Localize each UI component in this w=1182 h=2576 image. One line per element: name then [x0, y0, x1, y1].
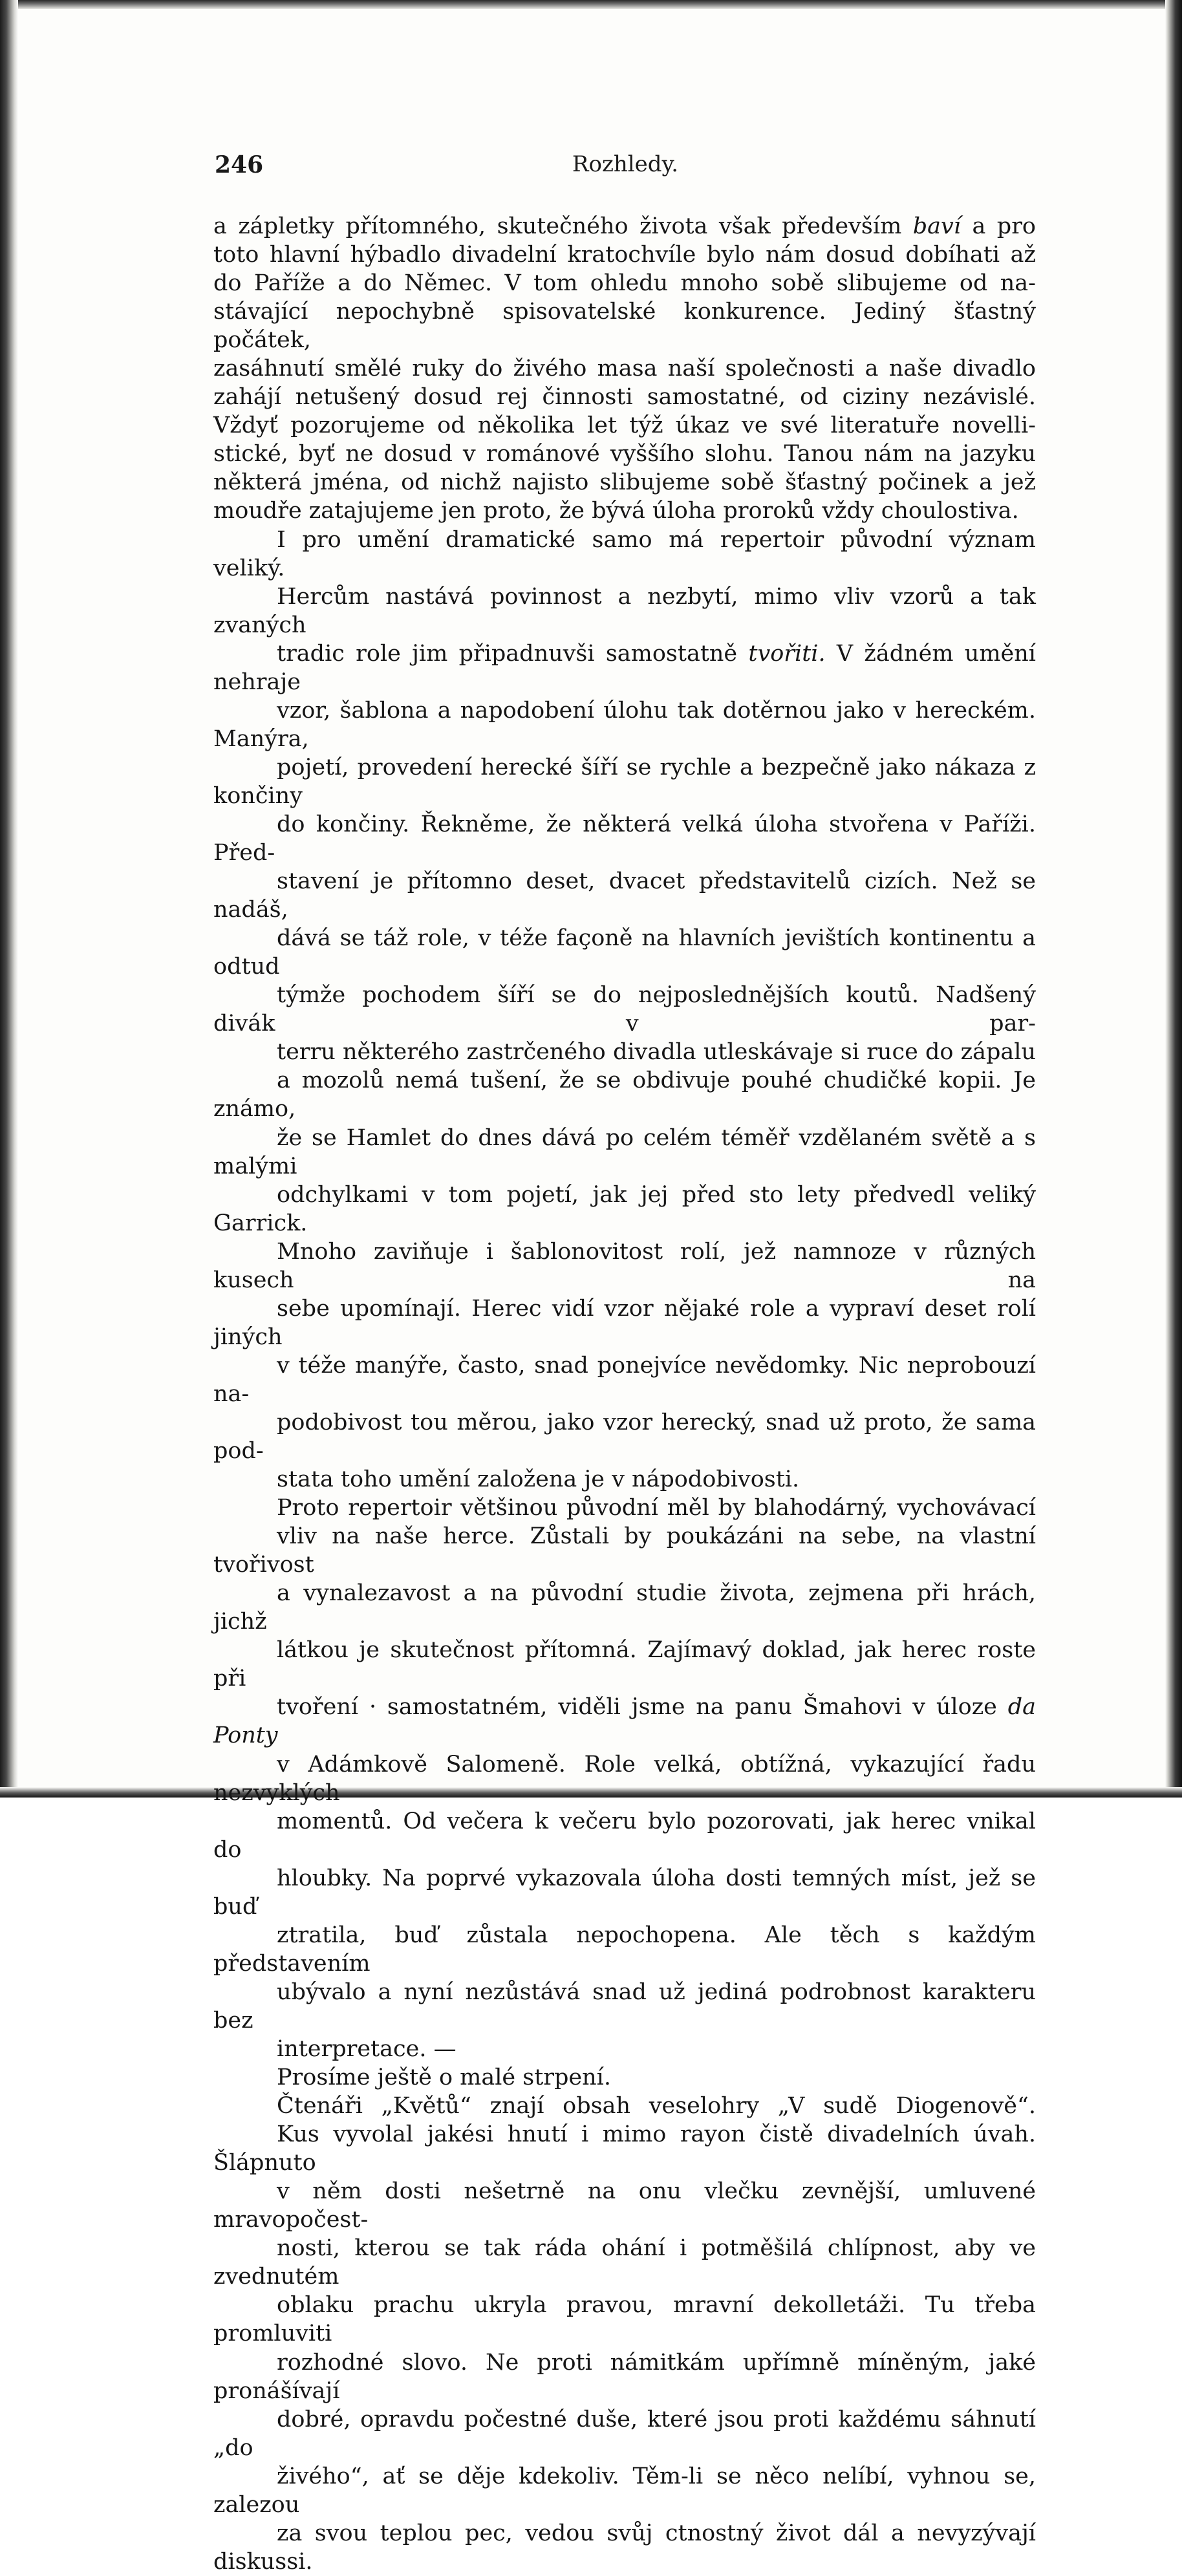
paragraph [213, 2092, 1036, 2576]
text-line [213, 2120, 1036, 2177]
text-line [213, 526, 1036, 583]
text-line [213, 867, 1036, 924]
text-line [213, 1066, 1036, 1123]
text-run: pojetí, provedení herecké šíří se rychle a bezpečně jako nákaza z končiny [213, 754, 1036, 809]
text-line [213, 411, 1036, 440]
text-run: podobivost tou měrou, jako vzor herecký, snad už proto, že sama pod- [213, 1409, 1036, 1465]
text-line [213, 1181, 1036, 1238]
text-run: živého“, ať se děje kdekoliv. Těm-li se něco nelíbí, vyhnou se, zalezou [213, 2463, 1036, 2518]
text-run: vliv na naše herce. Zůstali by poukázáni na sebe, na vlastní tvořivost [213, 1523, 1036, 1578]
text-run: Kus vyvolal jakési hnutí i mimo rayon čistě divadelních úvah. Šlápnuto [213, 2121, 1036, 2176]
text-line [213, 1693, 1036, 1750]
text-line [213, 497, 1036, 525]
text-run: Hercům nastává povinnost a nezbytí, mimo vliv vzorů a tak zvaných [213, 583, 1036, 638]
page-edge-right [1165, 0, 1182, 1798]
text-run: a pro [960, 213, 1036, 239]
text-line [213, 1579, 1036, 1636]
text-line [213, 241, 1036, 269]
text-line [213, 1408, 1036, 1465]
text-line [213, 1522, 1036, 1579]
text-run: v něm dosti nešetrně na onu vlečku zevnější, umluvené mravopočest- [213, 2178, 1036, 2233]
text-run: dává se táž role, v téže façoně na hlavních jevištích kontinentu a odtud [213, 925, 1036, 980]
text-line [213, 2462, 1036, 2519]
text-run: tradic role jim připadnuvši samostatně [277, 640, 749, 667]
text-run: toto hlavní hýbadlo divadelní kratochvíle bylo nám dosud dobíhati až [213, 242, 1036, 268]
text-run: interpretace. — [277, 2036, 457, 2062]
page-header [215, 147, 1036, 186]
text-line [213, 354, 1036, 383]
text-run: stata toho umění založena je v nápodobivosti. [277, 1466, 800, 1493]
text-line [213, 696, 1036, 753]
page-edge-top [0, 0, 1182, 9]
text-run: odchylkami v tom pojetí, jak jej před sto lety předvedl veliký Garrick. [213, 1181, 1036, 1236]
text-line [213, 981, 1036, 1038]
page-edge-left [0, 0, 18, 1798]
text-line [213, 639, 1036, 696]
italic-text: baví [912, 213, 961, 239]
text-run: moudře zatajujeme jen proto, že bývá úloha proroků vždy choulostiva. [213, 498, 1019, 524]
italic-text: tvořiti. [748, 640, 826, 667]
text-run: látkou je skutečnost přítomná. Zajímavý doklad, jak herec roste při [213, 1637, 1036, 1692]
text-run: vzor, šablona a napodobení úlohu tak dotěrnou jako v hereckém. Manýra, [213, 697, 1036, 752]
text-line [213, 1124, 1036, 1181]
text-run: ztratila, buď zůstala nepochopena. Ale těch s každým představením [213, 1922, 1036, 1977]
text-line [213, 1038, 1036, 1066]
text-run: zasáhnutí smělé ruky do živého masa naší společnosti a naše divadlo [213, 356, 1036, 382]
text-line [213, 1978, 1036, 2035]
page-number: 246 [215, 151, 264, 178]
text-run: do Paříže a do Němec. V tom ohledu mnoho sobě slibujeme od na- [213, 270, 1036, 297]
text-line [213, 1238, 1036, 1294]
text-run: Prosíme ještě o malé strpení. [277, 2065, 611, 2091]
text-line [213, 2092, 1036, 2120]
text-run: týmže pochodem šíří se do nejposlednějších koutů. Nadšený divák v par- [213, 982, 1036, 1037]
text-run: stávající nepochybně spisovatelské konkurence. Jediný šťastný počátek, [213, 299, 1036, 354]
text-line [213, 383, 1036, 411]
text-line [213, 212, 1036, 241]
text-line [213, 753, 1036, 810]
text-run: v téže manýře, často, snad ponejvíce nevědomky. Nic neprobouzí na- [213, 1352, 1036, 1407]
text-run: oblaku prachu ukryla pravou, mravní dekolletáži. Tu třeba promluviti [213, 2292, 1036, 2347]
text-run: I pro umění dramatické samo má repertoir původní význam veliký. [213, 526, 1036, 581]
text-run: Čtenáři „Květů“ znají obsah veselohry „V sudě Diogenově“. [277, 2093, 1036, 2120]
text-line [213, 2348, 1036, 2405]
paragraph [213, 1494, 1036, 2063]
text-line [213, 440, 1036, 468]
text-line [213, 583, 1036, 639]
text-run: sebe upomínají. Herec vidí vzor nějaké role a vypraví deset rolí jiných [213, 1295, 1036, 1350]
text-run: a vynalezavost a na původní studie života, zejmena při hrách, jichž [213, 1580, 1036, 1635]
text-run: hloubky. Na poprvé vykazovala úloha dosti temných míst, jež se buď [213, 1865, 1036, 1920]
paragraph [213, 526, 1036, 1494]
text-line [213, 1807, 1036, 1864]
text-run: stické, byť ne dosud v románové vyššího slohu. Tanou nám na jazyku [213, 441, 1036, 467]
text-run: Vždyť pozorujeme od několika let týž úkaz ve své literatuře novelli- [213, 413, 1036, 439]
text-run: za svou teplou pec, vedou svůj ctnostný život dál a nevyzývají diskussi. [213, 2520, 1036, 2575]
text-line [213, 2177, 1036, 2234]
text-line [213, 1294, 1036, 1351]
text-run: a mozolů nemá tušení, že se obdivuje pouhé chudičké kopii. Je známo, [213, 1068, 1036, 1122]
text-line [213, 2035, 1036, 2063]
text-line [213, 1351, 1036, 1408]
text-run: momentů. Od večera k večeru bylo pozorovati, jak herec vnikal do [213, 1808, 1036, 1863]
text-run: nosti, kterou se tak ráda ohání i potměšilá chlípnost, aby ve zvednutém [213, 2235, 1036, 2290]
text-line [213, 297, 1036, 354]
text-run: V žádném umění nehraje [213, 640, 1036, 695]
text-run: rozhodné slovo. Ne proti námitkám upřímně míněným, jaké pronášívají [213, 2349, 1036, 2404]
text-run: Mnoho zaviňuje i šablonovitost rolí, jež namnoze v různých kusech na [213, 1238, 1036, 1293]
text-run: do končiny. Řekněme, že některá velká úloha stvořena v Paříži. Před- [213, 811, 1036, 866]
text-run: že se Hamlet do dnes dává po celém téměř vzdělaném světě a s malými [213, 1124, 1036, 1179]
running-head: Rozhledy. [572, 151, 679, 177]
text-run: terru některého zastrčeného divadla utleskávaje si ruce do zápalu [277, 1039, 1036, 1066]
text-line [213, 924, 1036, 981]
text-run: a zápletky přítomného, skutečného života však především [213, 213, 913, 239]
paragraph [213, 212, 1036, 526]
paragraph [213, 2063, 1036, 2092]
text-line [213, 1636, 1036, 1693]
italic-text: da Ponty [213, 1694, 1036, 1749]
text-line [213, 2291, 1036, 2348]
text-line [213, 1864, 1036, 1921]
text-line [213, 2519, 1036, 2576]
text-run: dobré, opravdu počestné duše, které jsou proti každému sáhnutí „do [213, 2406, 1036, 2461]
text-line [213, 1750, 1036, 1807]
text-run: některá jména, od nichž najisto slibujeme sobě šťastný počinek a jež [213, 469, 1036, 496]
text-line [213, 2063, 1036, 2092]
text-line [213, 2405, 1036, 2462]
text-run: tvoření · samostatném, viděli jsme na panu Šmahovi v úloze [277, 1694, 1008, 1721]
text-line [213, 1465, 1036, 1494]
text-run: zahájí netušený dosud rej činnosti samostatné, od ciziny nezávislé. [213, 384, 1036, 411]
text-line [213, 468, 1036, 497]
text-run: Proto repertoir většinou původní měl by blahodárný, vychovávací [277, 1495, 1036, 1521]
text-line [213, 1921, 1036, 1978]
text-run: v Adámkově Salomeně. Role velká, obtížná, vykazující řadu nezvyklých [213, 1751, 1036, 1806]
text-line [213, 810, 1036, 867]
text-run: stavení je přítomno deset, dvacet představitelů cizích. Než se nadáš, [213, 868, 1036, 923]
text-line [213, 2234, 1036, 2291]
text-line [213, 1494, 1036, 1522]
body-text [213, 212, 1036, 2576]
text-run: ubývalo a nyní nezůstává snad už jediná podrobnost karakteru bez [213, 1979, 1036, 2034]
text-line [213, 269, 1036, 297]
